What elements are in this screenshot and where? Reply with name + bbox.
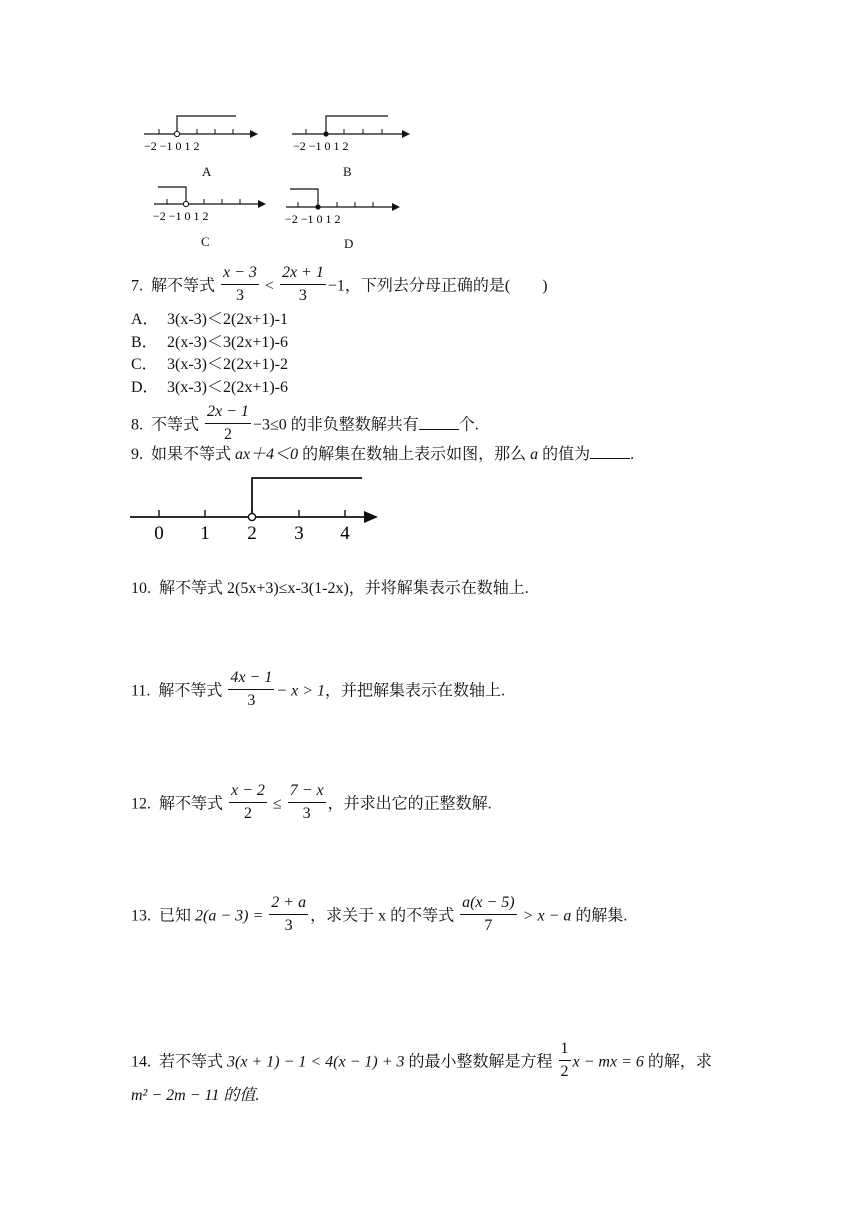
fraction: $\frac{4x - 1}{3}$: [230, 669, 273, 710]
tick-labels: −2 −1 0 1 2: [293, 139, 349, 153]
svg-text:3: 3: [294, 523, 304, 544]
option-a: A． 3(x-3)＜2(2x+1)-1: [131, 311, 288, 328]
number-line-option-d: [282, 184, 404, 228]
fraction: $\frac{a(x - 5)}{7}$: [462, 894, 515, 935]
number-line-q9: [128, 470, 382, 546]
caption-b: B: [343, 164, 352, 179]
tick-labels: −2 −1 0 1 2: [285, 212, 341, 226]
tick-labels: [154, 523, 350, 544]
question-12: 12. 解不等式 $\frac{x - 2}{2}$ ≤ $\frac{7 - x}{3}$ ，并求出它的正整数解.: [131, 782, 492, 823]
fraction: $\frac{7 - x}{3}$: [289, 782, 324, 823]
question-8: 8. 不等式 $\frac{2x - 1}{2}$ −3≤0 的非负整数解共有 个.: [131, 403, 479, 444]
number-line-option-b: [288, 110, 413, 158]
question-14: 14. 若不等式 3(x + 1) − 1 < 4(x − 1) + 3 的最小整数解是方程 $\frac{1}{2}$ x − mx = 6 的解，求: [131, 1040, 712, 1081]
tick-labels: −2 −1 0 1 2: [144, 139, 200, 153]
svg-text:0: 0: [154, 523, 164, 544]
caption-c: C: [201, 234, 210, 249]
fraction: $\frac{x - 2}{2}$: [231, 782, 265, 823]
tick-labels: −2 −1 0 1 2: [153, 209, 209, 223]
answer-blank: [590, 446, 630, 459]
fraction: $\frac{2 + a}{3}$: [271, 894, 307, 935]
svg-text:4: 4: [340, 523, 350, 544]
fraction: $\frac{2x + 1}{3}$: [281, 264, 324, 305]
question-7: 7. 解不等式 $\frac{x - 3}{3}$ < $\frac{2x + 1}{3}$ −1，下列去分母正确的是( ): [131, 264, 548, 305]
fraction: $\frac{x - 3}{3}$: [223, 264, 257, 305]
caption-d: D: [344, 236, 354, 251]
option-b: B． 2(x-3)＜3(2x+1)-6: [131, 334, 288, 351]
question-9: 9. 如果不等式 ax＋4＜0 的解集在数轴上表示如图，那么 a 的值为 .: [131, 446, 635, 463]
answer-blank: [419, 417, 459, 430]
svg-text:1: 1: [200, 523, 210, 544]
fraction: $\frac{2x - 1}{2}$: [207, 403, 249, 444]
svg-text:2: 2: [247, 523, 257, 544]
option-c: C． 3(x-3)＜2(2x+1)-2: [131, 356, 288, 373]
option-d: D． 3(x-3)＜2(2x+1)-6: [131, 379, 288, 396]
number-line-option-a: [140, 110, 260, 158]
fraction: $\frac{1}{2}$: [560, 1040, 569, 1081]
question-13: 13. 已知 2(a − 3) = $\frac{2 + a}{3}$ ，求关于 x 的不等式 $\frac{a(x - 5)}{7}$ > x − a 的解集.: [131, 894, 628, 935]
question-11: 11. 解不等式 $\frac{4x - 1}{3}$ − x > 1，并把解集表示在数轴上.: [131, 669, 506, 710]
number-line-option-c: [150, 182, 268, 226]
question-14-line-2: m² − 2m − 11 的值.: [131, 1087, 260, 1104]
question-10: 10. 解不等式 2(5x+3)≤x-3(1-2x)，并将解集表示在数轴上.: [131, 580, 529, 597]
caption-a: A: [202, 164, 212, 179]
